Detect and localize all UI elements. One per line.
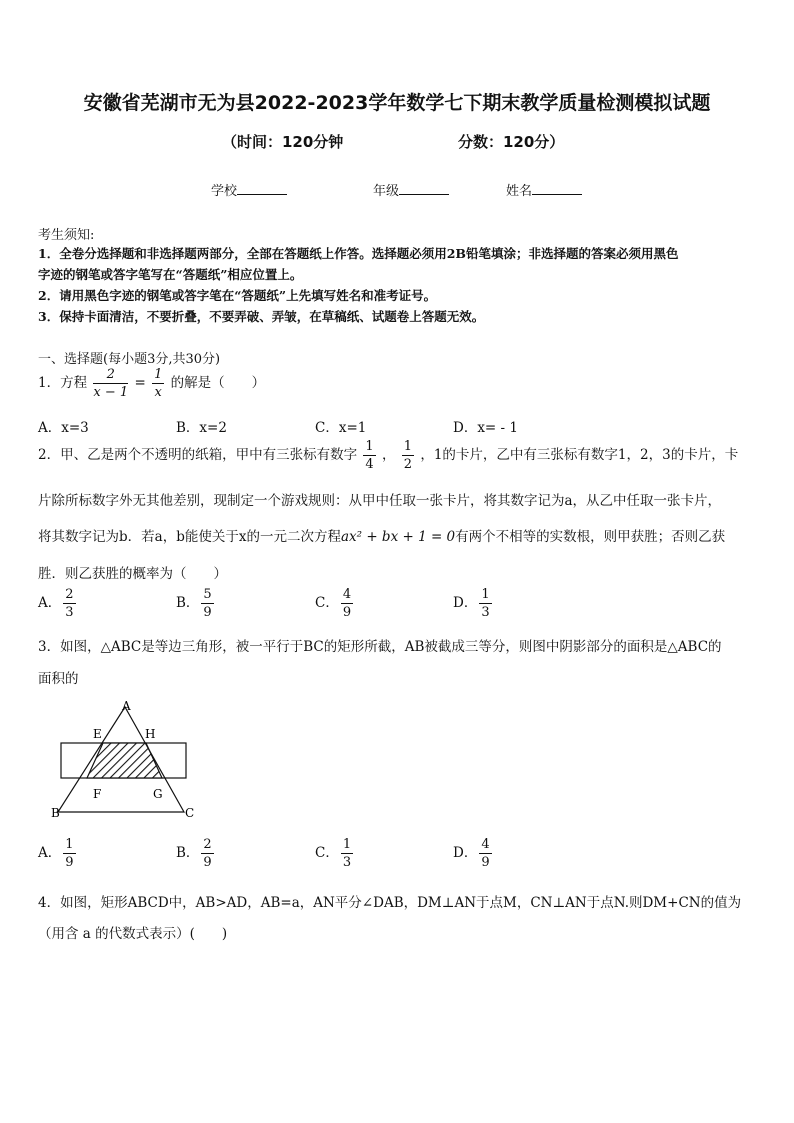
triangle-figure xyxy=(45,698,205,822)
grade-blank xyxy=(399,182,449,195)
q2-option-c[interactable]: C． $\frac{4}{9}$ xyxy=(315,587,352,620)
q2-text-2: ，1的卡片，乙中有三张标有数字1，2，3的卡片，卡 xyxy=(420,447,739,463)
q1-fraction-left: $\frac{2}{x - 1}$ xyxy=(93,367,129,400)
notice-heading: 考生须知: xyxy=(38,228,95,243)
q2-text-1: 2．甲、乙是两个不透明的纸箱，甲中有三张标有数字 xyxy=(38,447,358,463)
notice-item-2: 2．请用黑色字迹的钢笔或答字笔在“答题纸”上先填写姓名和准考证号。 xyxy=(38,288,437,303)
name-blank xyxy=(532,182,582,195)
question-2-line-4: 胜．则乙获胜的概率为（ ） xyxy=(38,566,227,582)
question-4-line-1: 4．如图，矩形ABCD中，AB>AD，AB=a，AN平分∠DAB，DM⊥AN于点M，CN⊥AN于点N.则DM+CN的值为 xyxy=(38,895,742,911)
label-a: A xyxy=(122,699,131,713)
question-3-line-1: 3．如图，△ABC是等边三角形，被一平行于BC的矩形所截，AB被截成三等分，则图中阴影部分的面积是△ABC的 xyxy=(38,639,722,655)
q1-option-a[interactable]: A．x=3 xyxy=(38,420,89,436)
question-2-line-1 xyxy=(38,440,738,471)
q1-fraction-right: $\frac{1}{x}$ xyxy=(154,367,163,400)
school-blank xyxy=(237,182,287,195)
q1-option-d[interactable]: D．x= - 1 xyxy=(453,420,518,436)
q2-equation: ax² + bx + 1 = 0 xyxy=(340,529,456,545)
label-f: F xyxy=(93,787,102,801)
notice-item-1b: 字迹的钢笔或答字笔写在“答题纸”相应位置上。 xyxy=(38,267,303,282)
name-field xyxy=(506,180,582,199)
q1-prefix: 1．方程 xyxy=(38,375,88,391)
q2-fraction-half: $\frac{1}{2}$ xyxy=(403,439,413,472)
question-2-line-2: 片除所标数字外无其他差别，现制定一个游戏规则：从甲中任取一张卡片，将其数字记为a，从乙中任取一张卡片， xyxy=(38,493,722,509)
q2-option-d[interactable]: D． $\frac{1}{3}$ xyxy=(453,587,490,620)
q2-text-3: 将其数字记为b．若a，b能使关于x的一元二次方程 xyxy=(38,529,341,545)
q2-text-4: 有两个不相等的实数根，则甲获胜；否则乙获 xyxy=(455,529,726,545)
label-h: H xyxy=(145,727,156,741)
grade-label: 年级 xyxy=(373,184,400,199)
label-e: E xyxy=(93,727,102,741)
q3-option-d[interactable]: D． $\frac{4}{9}$ xyxy=(453,837,490,870)
label-c: C xyxy=(185,806,195,820)
school-field xyxy=(211,180,287,199)
page-title: 安徽省芜湖市无为县2022-2023学年数学七下期末教学质量检测模拟试题 xyxy=(83,92,711,114)
q2-option-b[interactable]: B． $\frac{5}{9}$ xyxy=(176,587,212,620)
q1-option-b[interactable]: B．x=2 xyxy=(176,420,227,436)
exam-score: 分数：120分） xyxy=(458,133,565,151)
question-1 xyxy=(38,368,265,399)
q2-option-a[interactable]: A． $\frac{2}{3}$ xyxy=(38,587,74,620)
q3-option-c[interactable]: C． $\frac{1}{3}$ xyxy=(315,837,352,870)
q3-option-b[interactable]: B． $\frac{2}{9}$ xyxy=(176,837,212,870)
grade-field xyxy=(373,180,449,199)
question-2-line-3 xyxy=(38,525,725,545)
school-label: 学校 xyxy=(211,184,238,199)
notice-item-3: 3．保持卡面清洁，不要折叠，不要弄破、弄皱，在草稿纸、试题卷上答题无效。 xyxy=(38,309,485,324)
question-4-line-2: （用含 a 的代数式表示）( ) xyxy=(38,926,228,942)
notice-item-1a: 1．全卷分选择题和非选择题两部分，全部在答题纸上作答。选择题必须用2B铅笔填涂；非选择题的答案必须用黑色 xyxy=(38,246,679,261)
name-label: 姓名 xyxy=(506,184,533,199)
section-title: 一、选择题(每小题3分,共30分) xyxy=(38,352,221,367)
label-g: G xyxy=(153,787,163,801)
q1-equals: = xyxy=(134,375,146,391)
q1-suffix: 的解是（ ） xyxy=(170,375,266,391)
q2-sep: ， xyxy=(381,447,396,463)
q2-fraction-quarter: $\frac{1}{4}$ xyxy=(365,439,374,472)
q3-option-a[interactable]: A． $\frac{1}{9}$ xyxy=(38,837,74,870)
exam-time: （时间：120分钟 xyxy=(222,133,344,151)
q1-option-c[interactable]: C．x=1 xyxy=(315,420,367,436)
label-b: B xyxy=(51,806,60,820)
question-3-line-2: 面积的 xyxy=(38,671,79,687)
